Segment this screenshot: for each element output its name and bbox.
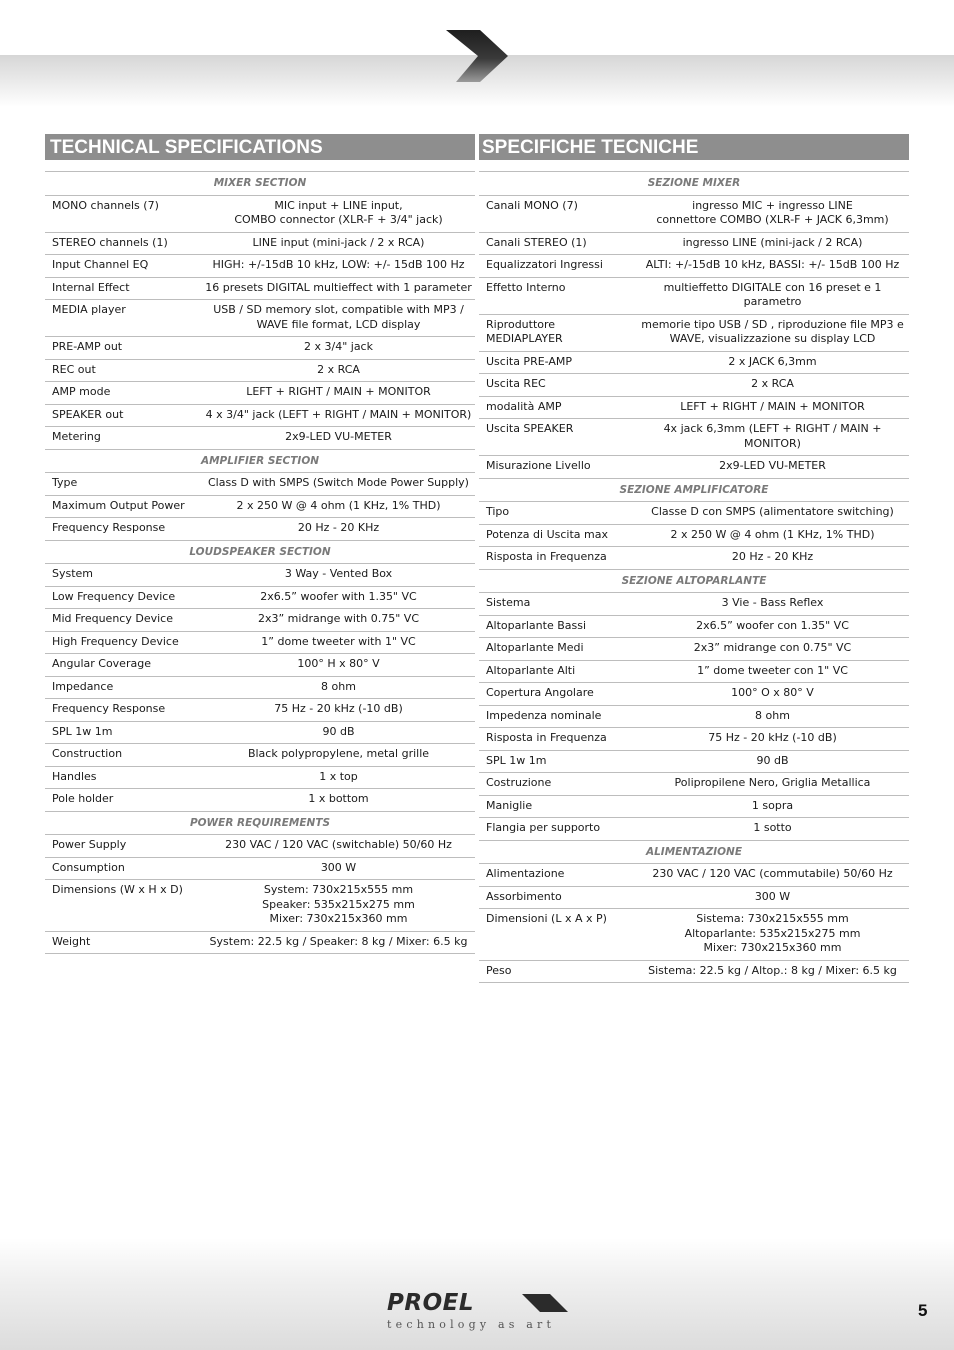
- spec-value: ingresso MIC + ingresso LINE connettore COMBO (XLR-F + JACK 6,3mm): [638, 195, 909, 232]
- spec-label: Type: [45, 473, 204, 496]
- spec-label: Power Supply: [45, 835, 204, 858]
- spec-label: Angular Coverage: [45, 654, 204, 677]
- spec-row: [45, 676, 475, 699]
- spec-label: MEDIA player: [45, 300, 204, 337]
- spec-label: Dimensioni (L x A x P): [479, 909, 638, 961]
- spec-value: 75 Hz - 20 kHz (-10 dB): [204, 699, 475, 722]
- spec-row: [45, 337, 475, 360]
- spec-label: modalità AMP: [479, 396, 638, 419]
- spec-row: [479, 683, 909, 706]
- spec-label: Sistema: [479, 593, 638, 616]
- spec-row: [45, 654, 475, 677]
- spec-value: Sistema: 22.5 kg / Altop.: 8 kg / Mixer: 6.5 kg: [638, 960, 909, 983]
- english-spec-table: [45, 171, 475, 954]
- spec-row: [479, 705, 909, 728]
- spec-label: Misurazione Livello: [479, 456, 638, 479]
- spec-row: [45, 195, 475, 232]
- spec-label: Risposta in Frequenza: [479, 547, 638, 570]
- section-header-row: [45, 449, 475, 473]
- spec-label: Costruzione: [479, 773, 638, 796]
- section-header: POWER REQUIREMENTS: [45, 811, 475, 835]
- spec-row: [479, 615, 909, 638]
- spec-value: 2 x RCA: [204, 359, 475, 382]
- spec-label: Peso: [479, 960, 638, 983]
- spec-value: 1” dome tweeter con 1" VC: [638, 660, 909, 683]
- spec-value: 1” dome tweeter with 1" VC: [204, 631, 475, 654]
- spec-row: [45, 744, 475, 767]
- spec-label: Altoparlante Medi: [479, 638, 638, 661]
- section-header-row: [45, 172, 475, 196]
- spec-label: Handles: [45, 766, 204, 789]
- spec-row: [45, 631, 475, 654]
- spec-row: [45, 564, 475, 587]
- spec-label: System: [45, 564, 204, 587]
- spec-row: [479, 524, 909, 547]
- spec-value: 4x jack 6,3mm (LEFT + RIGHT / MAIN + MONITOR): [638, 419, 909, 456]
- section-header: SEZIONE AMPLIFICATORE: [479, 478, 909, 502]
- spec-value: 2x9-LED VU-METER: [204, 427, 475, 450]
- section-header-row: [45, 811, 475, 835]
- spec-value: 2 x RCA: [638, 374, 909, 397]
- spec-value: 230 VAC / 120 VAC (commutabile) 50/60 Hz: [638, 864, 909, 887]
- spec-row: [479, 638, 909, 661]
- spec-label: Impedenza nominale: [479, 705, 638, 728]
- spec-row: [45, 427, 475, 450]
- spec-label: Mid Frequency Device: [45, 609, 204, 632]
- spec-label: Potenza di Uscita max: [479, 524, 638, 547]
- spec-value: 2 x 250 W @ 4 ohm (1 KHz, 1% THD): [638, 524, 909, 547]
- spec-row: [479, 195, 909, 232]
- spec-label: Pole holder: [45, 789, 204, 812]
- spec-value: 2x3” midrange con 0.75" VC: [638, 638, 909, 661]
- spec-row: [45, 699, 475, 722]
- spec-row: [479, 818, 909, 841]
- section-header-row: [45, 540, 475, 564]
- spec-label: Tipo: [479, 502, 638, 525]
- italian-spec-table: [479, 171, 909, 983]
- spec-value: HIGH: +/-15dB 10 kHz, LOW: +/- 15dB 100 Hz: [204, 255, 475, 278]
- spec-label: Input Channel EQ: [45, 255, 204, 278]
- spec-row: [45, 495, 475, 518]
- italian-title: SPECIFICHE TECNICHE: [479, 134, 909, 160]
- spec-value: 2 x 3/4" jack: [204, 337, 475, 360]
- section-header: MIXER SECTION: [45, 172, 475, 196]
- brand-logo: PROEL: [387, 1290, 474, 1316]
- spec-row: [479, 773, 909, 796]
- spec-value: memorie tipo USB / SD , riproduzione file MP3 e WAVE, visualizzazione su display LCD: [638, 314, 909, 351]
- spec-label: Riproduttore MEDIAPLAYER: [479, 314, 638, 351]
- spec-label: SPEAKER out: [45, 404, 204, 427]
- spec-row: [45, 277, 475, 300]
- spec-label: Internal Effect: [45, 277, 204, 300]
- spec-value: 300 W: [638, 886, 909, 909]
- spec-value: 90 dB: [638, 750, 909, 773]
- spec-label: Consumption: [45, 857, 204, 880]
- spec-value: 230 VAC / 120 VAC (switchable) 50/60 Hz: [204, 835, 475, 858]
- spec-value: Polipropilene Nero, Griglia Metallica: [638, 773, 909, 796]
- spec-label: Canali STEREO (1): [479, 232, 638, 255]
- arrow-chevron-icon: [444, 28, 510, 84]
- spec-value: System: 22.5 kg / Speaker: 8 kg / Mixer: 6.5 kg: [204, 931, 475, 954]
- spec-row: [45, 300, 475, 337]
- section-header: LOUDSPEAKER SECTION: [45, 540, 475, 564]
- spec-row: [45, 721, 475, 744]
- spec-row: [45, 789, 475, 812]
- english-title: TECHNICAL SPECIFICATIONS: [45, 134, 475, 160]
- spec-label: Canali MONO (7): [479, 195, 638, 232]
- spec-row: [479, 396, 909, 419]
- spec-label: Impedance: [45, 676, 204, 699]
- spec-value: multieffetto DIGITALE con 16 preset e 1 parametro: [638, 277, 909, 314]
- spec-value: System: 730x215x555 mm Speaker: 535x215x275 mm Mixer: 730x215x360 mm: [204, 880, 475, 932]
- spec-label: Low Frequency Device: [45, 586, 204, 609]
- spec-value: 16 presets DIGITAL multieffect with 1 parameter: [204, 277, 475, 300]
- spec-value: LEFT + RIGHT / MAIN + MONITOR: [204, 382, 475, 405]
- section-header-row: [479, 478, 909, 502]
- spec-label: SPL 1w 1m: [45, 721, 204, 744]
- spec-value: 1 sopra: [638, 795, 909, 818]
- spec-value: 300 W: [204, 857, 475, 880]
- section-header: AMPLIFIER SECTION: [45, 449, 475, 473]
- spec-row: [45, 255, 475, 278]
- spec-label: Alimentazione: [479, 864, 638, 887]
- brand-tagline: technology as art: [387, 1318, 556, 1331]
- spec-row: [479, 232, 909, 255]
- spec-value: 2x6.5” woofer con 1.35" VC: [638, 615, 909, 638]
- logo-wedge-icon: [520, 1293, 570, 1313]
- spec-value: 2 x JACK 6,3mm: [638, 351, 909, 374]
- spec-row: [479, 750, 909, 773]
- spec-row: [479, 351, 909, 374]
- spec-value: 100° O x 80° V: [638, 683, 909, 706]
- spec-value: 2x3” midrange with 0.75" VC: [204, 609, 475, 632]
- spec-label: SPL 1w 1m: [479, 750, 638, 773]
- spec-row: [479, 374, 909, 397]
- spec-row: [479, 277, 909, 314]
- spec-value: 90 dB: [204, 721, 475, 744]
- spec-label: Frequency Response: [45, 699, 204, 722]
- section-header-row: [479, 840, 909, 864]
- spec-row: [479, 728, 909, 751]
- spec-value: USB / SD memory slot, compatible with MP3 / WAVE file format, LCD display: [204, 300, 475, 337]
- spec-label: Weight: [45, 931, 204, 954]
- spec-label: Uscita SPEAKER: [479, 419, 638, 456]
- spec-label: Metering: [45, 427, 204, 450]
- spec-label: Frequency Response: [45, 518, 204, 541]
- spec-row: [45, 835, 475, 858]
- spec-value: 2x9-LED VU-METER: [638, 456, 909, 479]
- spec-row: [479, 547, 909, 570]
- spec-label: Uscita REC: [479, 374, 638, 397]
- spec-label: AMP mode: [45, 382, 204, 405]
- section-header-row: [479, 172, 909, 196]
- spec-label: Altoparlante Bassi: [479, 615, 638, 638]
- section-header: SEZIONE MIXER: [479, 172, 909, 196]
- spec-row: [479, 456, 909, 479]
- spec-row: [479, 909, 909, 961]
- spec-row: [479, 255, 909, 278]
- spec-row: [45, 232, 475, 255]
- spec-row: [45, 586, 475, 609]
- spec-value: Classe D con SMPS (alimentatore switching): [638, 502, 909, 525]
- spec-label: Construction: [45, 744, 204, 767]
- spec-row: [45, 931, 475, 954]
- spec-label: PRE-AMP out: [45, 337, 204, 360]
- spec-value: ALTI: +/-15dB 10 kHz, BASSI: +/- 15dB 100 Hz: [638, 255, 909, 278]
- spec-row: [45, 880, 475, 932]
- spec-row: [45, 766, 475, 789]
- spec-label: High Frequency Device: [45, 631, 204, 654]
- spec-value: ingresso LINE (mini-jack / 2 RCA): [638, 232, 909, 255]
- spec-value: Sistema: 730x215x555 mm Altoparlante: 535x215x275 mm Mixer: 730x215x360 mm: [638, 909, 909, 961]
- spec-value: LINE input (mini-jack / 2 x RCA): [204, 232, 475, 255]
- section-header-row: [479, 569, 909, 593]
- spec-row: [45, 382, 475, 405]
- spec-value: 1 x bottom: [204, 789, 475, 812]
- spec-value: 1 x top: [204, 766, 475, 789]
- spec-label: STEREO channels (1): [45, 232, 204, 255]
- spec-row: [45, 473, 475, 496]
- spec-row: [45, 609, 475, 632]
- spec-value: Class D with SMPS (Switch Mode Power Supply): [204, 473, 475, 496]
- spec-value: MIC input + LINE input, COMBO connector (XLR-F + 3/4" jack): [204, 195, 475, 232]
- spec-value: Black polypropylene, metal grille: [204, 744, 475, 767]
- spec-label: Dimensions (W x H x D): [45, 880, 204, 932]
- spec-label: Maximum Output Power: [45, 495, 204, 518]
- spec-value: 100° H x 80° V: [204, 654, 475, 677]
- spec-row: [45, 404, 475, 427]
- spec-label: Flangia per supporto: [479, 818, 638, 841]
- spec-row: [479, 960, 909, 983]
- spec-value: 20 Hz - 20 KHz: [204, 518, 475, 541]
- spec-row: [45, 857, 475, 880]
- spec-value: LEFT + RIGHT / MAIN + MONITOR: [638, 396, 909, 419]
- spec-row: [479, 864, 909, 887]
- spec-row: [479, 660, 909, 683]
- spec-label: Risposta in Frequenza: [479, 728, 638, 751]
- spec-label: Copertura Angolare: [479, 683, 638, 706]
- spec-value: 2 x 250 W @ 4 ohm (1 KHz, 1% THD): [204, 495, 475, 518]
- spec-label: Maniglie: [479, 795, 638, 818]
- page-number: 5: [918, 1301, 928, 1320]
- spec-value: 1 sotto: [638, 818, 909, 841]
- spec-value: 3 Way - Vented Box: [204, 564, 475, 587]
- spec-label: Uscita PRE-AMP: [479, 351, 638, 374]
- english-column: [45, 134, 475, 954]
- spec-label: MONO channels (7): [45, 195, 204, 232]
- spec-label: REC out: [45, 359, 204, 382]
- spec-value: 4 x 3/4" jack (LEFT + RIGHT / MAIN + MONITOR): [204, 404, 475, 427]
- spec-value: 8 ohm: [638, 705, 909, 728]
- spec-label: Effetto Interno: [479, 277, 638, 314]
- section-header: ALIMENTAZIONE: [479, 840, 909, 864]
- spec-value: 2x6.5” woofer with 1.35" VC: [204, 586, 475, 609]
- spec-value: 8 ohm: [204, 676, 475, 699]
- footer-band: [0, 1238, 954, 1350]
- spec-row: [479, 419, 909, 456]
- section-header: SEZIONE ALTOPARLANTE: [479, 569, 909, 593]
- spec-row: [479, 795, 909, 818]
- spec-value: 75 Hz - 20 kHz (-10 dB): [638, 728, 909, 751]
- spec-row: [479, 593, 909, 616]
- spec-row: [479, 314, 909, 351]
- spec-label: Altoparlante Alti: [479, 660, 638, 683]
- spec-row: [479, 886, 909, 909]
- spec-label: Equalizzatori Ingressi: [479, 255, 638, 278]
- italian-column: [479, 134, 909, 983]
- spec-value: 20 Hz - 20 KHz: [638, 547, 909, 570]
- spec-label: Assorbimento: [479, 886, 638, 909]
- spec-row: [45, 359, 475, 382]
- spec-row: [479, 502, 909, 525]
- spec-row: [45, 518, 475, 541]
- spec-value: 3 Vie - Bass Reflex: [638, 593, 909, 616]
